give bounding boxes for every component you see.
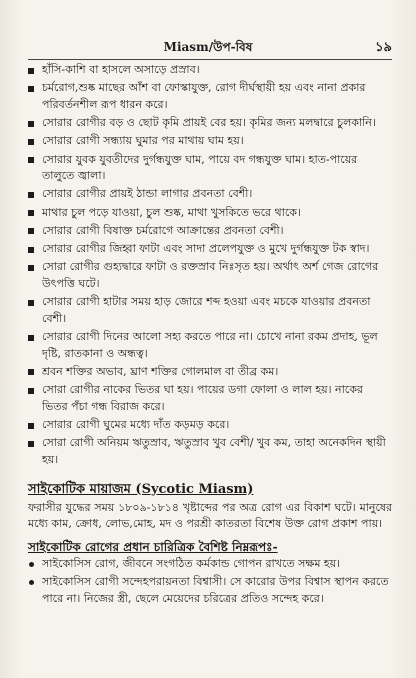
list-item-text: হাঁসি-কাশি বা হাসলে অসাড়ে প্রস্রাব।: [42, 63, 200, 76]
list-item: [28, 259, 392, 292]
bullet-icon: [28, 441, 34, 447]
list-item: [28, 574, 392, 607]
list-item: [28, 417, 392, 434]
bullet-icon: [28, 247, 34, 253]
list-item: [28, 329, 392, 362]
bullet-icon: [28, 210, 34, 216]
list-item-text: সোরার রোগীর জিহ্বা ফাটা এবং সাদা প্রলেপযুক্ত ও মুখে দুর্গন্ধযুক্ত টক স্বাদ।: [42, 242, 370, 256]
list-item-text: সাইকোসিস রোগ, জীবনে সংগঠিত কর্মকান্ড গোপন রাখতে সক্ষম হয়।: [42, 557, 341, 571]
list-item-text: সোরা রোগীর নাকের ভিতর ঘা হয়। পায়ের ডগা ফোলা ও লাল হয়। নাকের ভিতর পঁচা গন্ধ বিরাজ করে।: [42, 383, 363, 413]
list-item: [28, 435, 392, 468]
bullet-icon: [28, 335, 34, 341]
list-item-text: শ্রবন শক্তির অভাব, ঘ্রাণ শক্তির গোলমাল বা তীব্র কম।: [42, 364, 279, 378]
bullet-icon: [28, 86, 34, 92]
bullet-icon: [28, 121, 34, 127]
list-item-text: সোরার রোগী ঘুমের মধ্যে দাঁত কড়মড় করে।: [42, 418, 230, 432]
bullet-icon: [28, 68, 34, 74]
list-item: [28, 80, 392, 113]
sycotic-traits-heading: সাইকোটিক রোগের প্রধান চারিত্রিক বৈশিষ্ট নিম্নরূপঃ-: [28, 540, 278, 555]
list-item: [28, 62, 392, 79]
sycotic-section-heading: সাইকোটিক মায়াজম (Sycotic Miasm): [28, 481, 254, 497]
list-item: [28, 556, 392, 573]
list-item-text: সোরার রোগী হাটার সময় হাড় জোরে শব্দ হওয়া এবং মচকে যাওয়ার প্রবনতা বেশী।: [42, 295, 371, 325]
bullet-icon: [28, 228, 34, 234]
list-item-text: সোরার রোগীর প্রায়ই ঠান্ডা লাগার প্রবনতা বেশী।: [42, 187, 253, 201]
page-number: ১৯: [375, 40, 392, 55]
list-item: [28, 382, 392, 415]
list-item: [28, 364, 392, 381]
page-content: [28, 62, 392, 609]
sycotic-trait-list: [28, 556, 392, 608]
list-item: [28, 115, 392, 132]
bullet-icon: [28, 157, 34, 163]
psora-symptom-list: [28, 62, 392, 469]
list-item-text: সোরার রোগীর বড় ও ছোট কৃমি প্রায়ই বের হয়। কৃমির জন্য মলদ্বারে চুলকানি।: [42, 116, 376, 130]
bullet-icon: [28, 192, 34, 198]
bullet-icon: [28, 423, 34, 429]
list-item-text: সোরার রোগী বিষাক্ত চর্মরোগে আক্রান্তের প্রবনতা বেশী।: [42, 223, 284, 237]
sycotic-intro-paragraph: ফরাসীর যুদ্ধের সময় ১৮০৯-১৮১৪ খৃষ্টাব্দের পর অত্র রোগ এর বিকাশ ঘটে। মানুষের মধ্যে কাম, ক্রোধ, লোভ,মোহ, মদ ও পরশ্রী কাতরতা বিশেষ উক্ত রোগ প্রকাশ পায়।: [28, 500, 392, 531]
bullet-icon: [28, 388, 34, 394]
bullet-icon: [28, 369, 34, 375]
list-item-text: সোরার যুবক যুবতীদের দুর্গন্ধযুক্ত ঘাম, পায়ে বদ গন্ধযুক্ত ঘাম। হাত-পায়ের তালুতে জ্বালা।: [42, 152, 358, 183]
bullet-icon: [28, 300, 34, 306]
list-item: [28, 223, 392, 240]
header-divider: [28, 59, 392, 60]
list-item-text: সোরার রোগী সন্ধ্যায় ঘুমার পর মাথায় ঘাম হয়।: [42, 134, 244, 148]
running-title: Miasm/উপ-বিষ: [163, 40, 253, 54]
bullet-icon: [29, 562, 34, 567]
list-item: [28, 186, 392, 203]
bullet-icon: [28, 265, 34, 271]
list-item-text: মাথার চুল পড়ে যাওয়া, চুল শুষ্ক, মাথা খুসকিতে ভরে থাকে।: [42, 205, 301, 219]
list-item-text: চর্মরোগ,শুষ্ক মাছের আঁশ বা ফোস্কাযুক্ত, রোগ দীর্ঘস্থায়ী হয় এবং নানা প্রকার পরিবর্তনশীল রূপ ধারন করে।: [42, 81, 366, 111]
list-item: [28, 152, 392, 185]
bullet-icon: [28, 139, 34, 145]
list-item: [28, 241, 392, 258]
list-item: [28, 205, 392, 222]
list-item: [28, 133, 392, 150]
list-item: [28, 294, 392, 327]
list-item-text: সোরার রোগী দিনের আলো সহ্য করতে পারে না। চোখে নানা রকম প্রদাহ, ভূল দৃষ্টি, রাতকানা ও অন্ধত্ব।: [42, 330, 378, 360]
list-item-text: সাইকোসিস রোগী সন্দেহপরায়নতা বিশ্বাসী। সে কারোর উপর বিশ্বাস স্থাপন করতে পারে না। নিজের স্ত্রী, ছেলে মেয়েদের চরিত্রের প্রতিও সন্দেহ করে।: [42, 575, 389, 605]
bullet-icon: [29, 580, 34, 585]
list-item-text: সোরা রোগীর গুহ্যদ্বারে ফাটা ও রক্তস্রাব নিঃসৃত হয়। অর্থাৎ অর্শ গেজ রোগের উৎপত্তি ঘটে।: [42, 260, 379, 290]
page-header: [0, 36, 416, 56]
list-item-text: সোরা রোগী অনিয়ম ঋতুস্রাব, ঋতুস্রাব খুব বেশী/ খুব কম, তাহা অনেকদিন স্থায়ী হয়।: [42, 436, 386, 466]
